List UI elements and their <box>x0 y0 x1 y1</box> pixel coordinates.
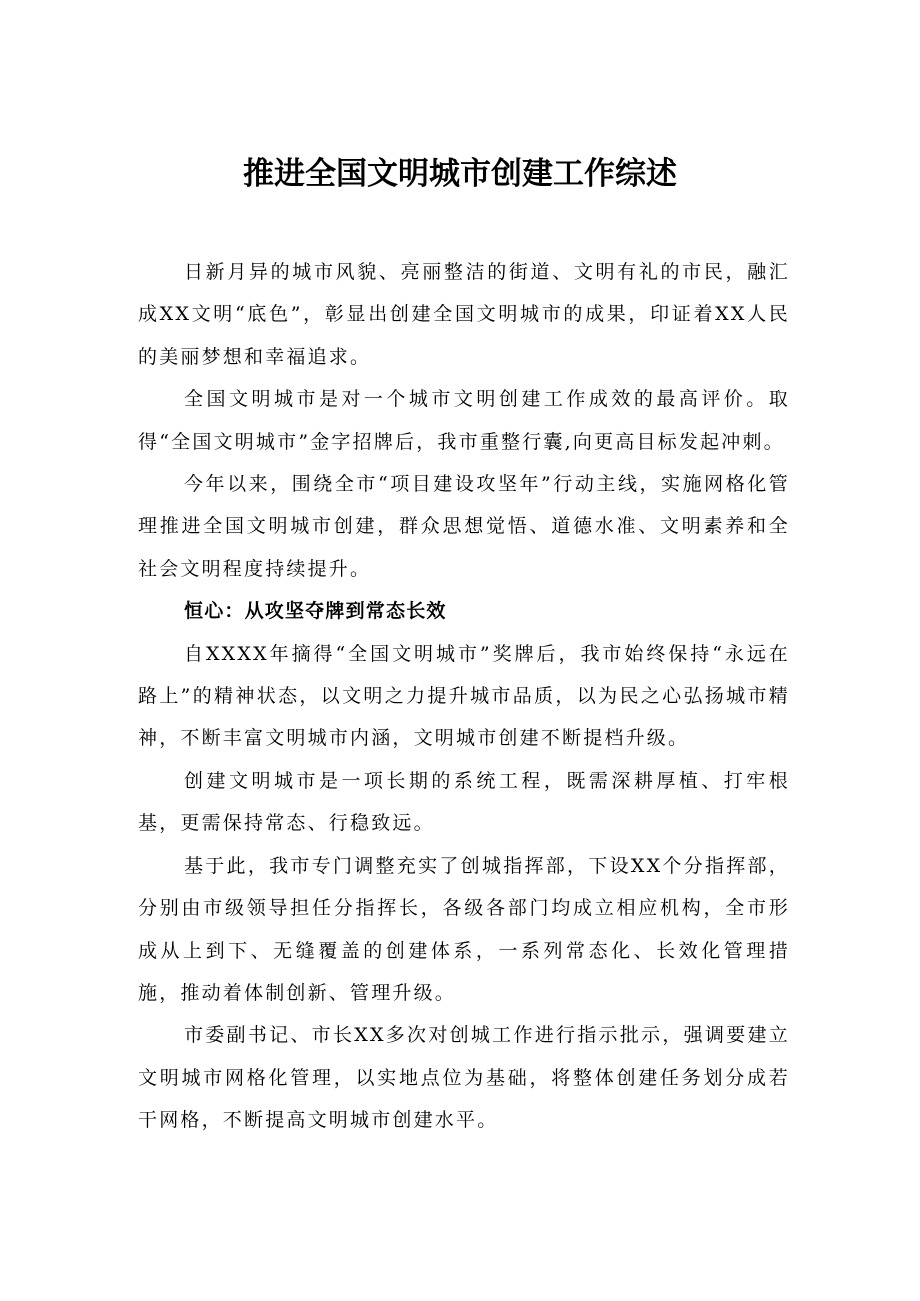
paragraph: 市委副书记、市长XX多次对创城工作进行指示批示，强调要建立文明城市网格化管理，以实地点位为基础，将整体创建任务划分成若干网格，不断提高文明城市创建水平。 <box>138 1024 790 1132</box>
paragraph: 今年以来，围绕全市“项目建设攻坚年”行动主线，实施网格化管理推进全国文明城市创建，群众思想觉悟、道德水准、文明素养和全社会文明程度持续提升。 <box>138 473 790 580</box>
paragraph: 日新月异的城市风貌、亮丽整洁的街道、文明有礼的市民，融汇成XX文明“底色”，彰显出创建全国文明城市的成果，印证着XX人民的美丽梦想和幸福追求。 <box>138 261 790 368</box>
paragraph: 全国文明城市是对一个城市文明创建工作成效的最高评价。取得“全国文明城市”金字招牌后，我市重整行囊,向更高目标发起冲刺。 <box>138 388 790 453</box>
document-title: 推进全国文明城市创建工作综述 <box>243 156 677 192</box>
paragraph: 创建文明城市是一项长期的系统工程，既需深耕厚植、打牢根基，更需保持常态、行稳致远。 <box>138 769 790 835</box>
paragraph: 基于此，我市专门调整充实了创城指挥部，下设XX个分指挥部，分别由市级领导担任分指挥长，各级各部门均成立相应机构，全市形成从上到下、无缝覆盖的创建体系，一系列常态化、长效化管理措施，推动着体制创新、管理升级。 <box>138 854 790 1004</box>
section-heading: 恒心：从攻坚夺牌到常态长效 <box>184 600 447 623</box>
document-body <box>138 251 790 1142</box>
paragraph: 自XXXX年摘得“全国文明城市”奖牌后，我市始终保持“永远在路上”的精神状态，以文明之力提升城市品质，以为民之心弘扬城市精神，不断丰富文明城市内涵，文明城市创建不断提档升级。 <box>138 642 790 750</box>
